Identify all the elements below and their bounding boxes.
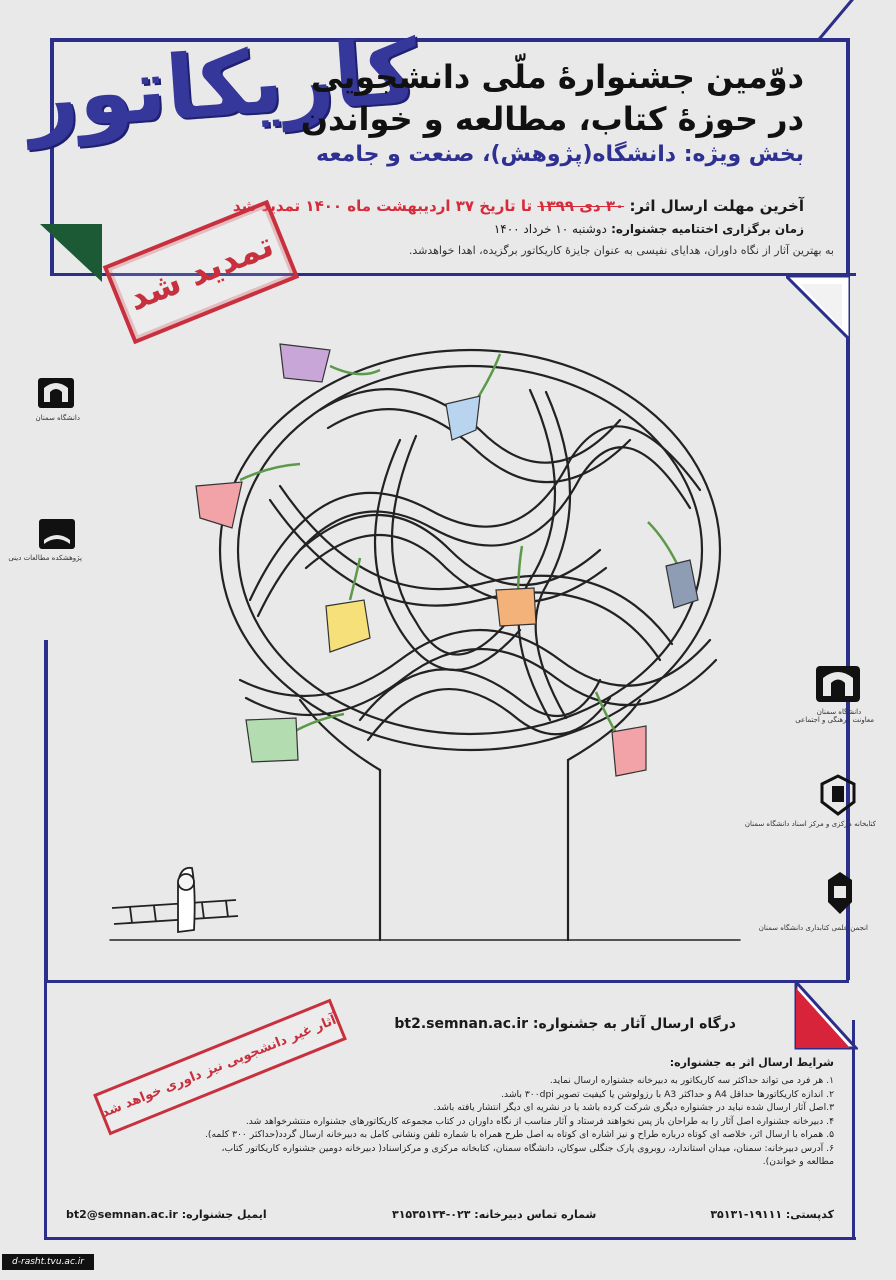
university-emblem-icon <box>36 376 76 410</box>
list-item: ۲. اندازه کاریکاتورها حداقل A4 و حداکثر A3 با رزولوشن یا کیفیت تصویر ۳۰۰dpi باشد. <box>501 1088 834 1100</box>
logo-caption: کتابخانه مرکزی و مرکز اسناد دانشگاه سمنان <box>744 820 876 828</box>
semnan-university-logo-right <box>795 664 874 724</box>
list-item: ۶. آدرس دبیرخانه: سمنان، میدان استاندارد، روبروی پارک جنگلی سوکان، دانشگاه سمنان، کتابخانه مرکزی و مرکزاسناد( دبیرخانه دومین جشنواره کاریکاتور کتاب، مطالعه و خواندن). <box>221 1142 834 1167</box>
prize-text: به بهترین آثار از نگاه داوران، هدایای نفیسی به عنوان جایزهٔ کاریکاتور برگزیده، اهدا خواهدشد. <box>408 244 834 257</box>
ceremony-date: دوشنبه ۱۰ خرداد ۱۴۰۰ <box>493 222 607 236</box>
rules-title: شرایط ارسال اثر به جشنواره: <box>669 1056 834 1069</box>
book-emblem-icon <box>38 518 76 550</box>
email-link[interactable]: bt2@semnan.ac.ir <box>66 1208 178 1221</box>
logo-subcaption: معاونت فرهنگی و اجتماعی <box>795 716 874 724</box>
deadline-line <box>233 197 804 215</box>
phone-value: ۰۲۳-۳۱۵۳۵۱۳۴ <box>392 1208 471 1221</box>
association-emblem-icon <box>822 868 858 920</box>
logo-caption: انجمن علمی کتابداری دانشگاه سمنان <box>758 924 868 932</box>
library-association-logo <box>758 868 868 932</box>
page-subtitle: در حوزهٔ کتاب، مطالعه و خواندن <box>300 100 804 138</box>
postal-label: کدپستی: <box>785 1208 834 1221</box>
list-item: ۳.اصل آثار ارسال شده نباید در جشنواره دیگری شرکت کرده باشد یا در نشریه ای دیگر انتشار یافته باشد. <box>433 1102 834 1113</box>
figure-with-ladder <box>112 868 238 932</box>
corner-triangle-red <box>794 980 858 1052</box>
secretariat-phone <box>392 1208 596 1221</box>
logo-caption: دانشگاه سمنان <box>35 414 80 422</box>
rules-list <box>194 1074 834 1169</box>
list-item: ۵. همراه با ارسال اثر، خلاصه ای کوتاه درباره طراح و نیز اشاره ای کوتاه به اصل طرح همراه با شماره تلفن ونشانی کامل به دبیرخانه ارسال گردد(حداکثر ۳۰۰ کلمه). <box>204 1129 834 1140</box>
submission-portal <box>394 1016 736 1032</box>
deadline-label: آخرین مهلت ارسال اثر: <box>629 197 804 215</box>
tree-illustration <box>100 300 800 980</box>
postal-code <box>710 1208 834 1221</box>
logo-caption: پژوهشکده مطالعات دینی <box>8 554 82 562</box>
university-emblem-icon <box>814 664 862 704</box>
corner-triangle-green <box>40 224 102 284</box>
institute-logo-left <box>8 518 82 562</box>
list-item: ۱. هر فرد می تواند حداکثر سه کاریکاتور به دبیرخانه جشنواره ارسال نماید. <box>549 1075 834 1086</box>
logo-caption: دانشگاه سمنان <box>816 708 862 716</box>
phone-label: شماره تماس دبیرخانه: <box>474 1208 597 1221</box>
deadline-old-date: ۳۰ دی ۱۳۹۹ <box>537 197 625 215</box>
semnan-university-logo-left <box>36 376 80 422</box>
festival-logo-title: کاریکاتور <box>23 19 422 150</box>
central-library-logo <box>744 774 876 828</box>
list-item: ۴. دبیرخانه جشنواره اصل آثار را به طراحان باز پس نخواهند فرستاد و آثار مناسب از نگاه داوران در کتاب مجموعه کاریکاتورهای جشنواره منتشرخواهد شد. <box>245 1115 834 1127</box>
deadline-new-date: تا تاریخ ۳۷ اردیبهشت ماه ۱۴۰۰ تمدید شد <box>232 197 533 215</box>
portal-label: درگاه ارسال آثار به جشنواره: <box>532 1016 736 1032</box>
festival-email <box>66 1208 267 1221</box>
special-section-title: بخش ویژه: دانشگاه(پژوهش)، صنعت و جامعه <box>316 142 804 167</box>
ceremony-label: زمان برگزاری اختتامیه جشنواره: <box>611 222 804 236</box>
site-watermark: d-rasht.tvu.ac.ir <box>2 1254 94 1270</box>
ceremony-line <box>494 222 804 236</box>
page-title: دوّمین جشنوارهٔ ملّی دانشجویی <box>310 58 804 96</box>
extended-stamp: تمدید شد <box>103 200 300 345</box>
email-label: ایمیل جشنواره: <box>181 1208 267 1221</box>
postal-value: ۱۹۱۱۱-۳۵۱۳۱ <box>710 1208 783 1221</box>
library-shield-icon <box>818 774 858 816</box>
portal-url-link[interactable]: bt2.semnan.ac.ir <box>394 1016 529 1032</box>
non-student-stamp: آثار غیر دانشجویی نیز داوری خواهد شد <box>93 999 347 1136</box>
